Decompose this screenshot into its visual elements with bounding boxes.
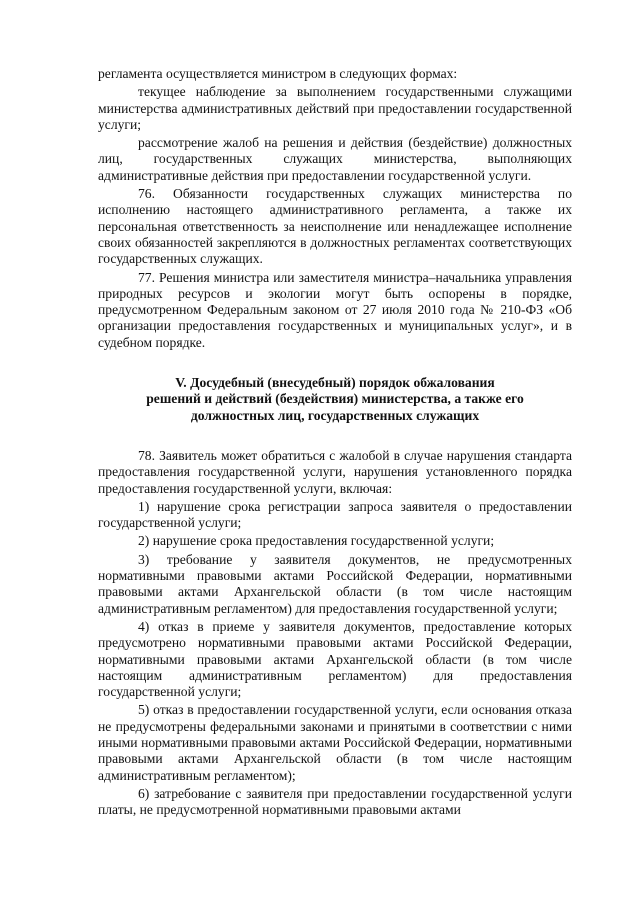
section-heading-line-1: V. Досудебный (внесудебный) порядок обжалования: [175, 375, 495, 391]
list-item-5: 5) отказ в предоставлении государственной услуги, если основания отказа не предусмотрены федеральными законами и принятыми в соответствии с ними иными нормативными правовыми актами Российской Федерации, нормативными правовыми актами Архангельской области (в том числе настоящим административным регламентом);: [98, 702, 572, 783]
paragraph-76: 76. Обязанности государственных служащих министерства по исполнению настоящего административного регламента, а также их персональная ответственность за неисполнение или ненадлежащее исполнение своих обязанностей закрепляются в должностных регламентах соответствующих государственных служащих.: [98, 186, 572, 267]
section-heading-line-2: решений и действий (бездействия) министерства, а также его: [146, 391, 524, 407]
list-item-3: 3) требование у заявителя документов, не предусмотренных нормативными правовыми актами Российской Федерации, нормативными правовыми актами Архангельской области (в том числе настоящим административным регламентом) для предоставления государственной услуги;: [98, 551, 572, 616]
document-body: [98, 66, 572, 818]
paragraph-78: 78. Заявитель может обратиться с жалобой в случае нарушения стандарта предоставления государственной услуги, нарушения установленного порядка предоставления государственной услуги, включая:: [98, 447, 572, 496]
paragraph-intro: регламента осуществляется министром в следующих формах:: [98, 66, 458, 81]
list-item-2: 2) нарушение срока предоставления государственной услуги;: [138, 533, 495, 549]
list-item-6: 6) затребование с заявителя при предоставлении государственной услуги платы, не предусмотренной нормативными правовыми актами: [98, 785, 572, 818]
section-heading-line-3: должностных лиц, государственных служащих: [190, 407, 480, 423]
list-item-4: 4) отказ в приеме у заявителя документов, предоставление которых предусмотрено нормативными правовыми актами Российской Федерации, нормативными правовыми актами Архангельской области (в том числе настоящим административным регламентом) для предоставления государственной услуги;: [98, 618, 572, 700]
paragraph-complaints-review: рассмотрение жалоб на решения и действия (бездействие) должностных лиц, государственных служащих министерства, выполняющих административные действия при предоставлении государственной услуги.: [98, 135, 572, 183]
section-heading: [98, 375, 572, 424]
paragraph-77: 77. Решения министра или заместителя министра–начальника управления природных ресурсов и экологии могут быть оспорены в порядке, предусмотренном Федеральным законом от 27 июля 2010 года № 210-ФЗ «Об организации предоставления государственных и муниципальных услуг», и в судебном порядке.: [98, 269, 572, 350]
list-item-1: 1) нарушение срока регистрации запроса заявителя о предоставлении государственной услуги;: [98, 498, 572, 531]
paragraph-monitoring: текущее наблюдение за выполнением государственными служащими министерства административных действий при предоставлении государственной услуги;: [98, 84, 572, 132]
